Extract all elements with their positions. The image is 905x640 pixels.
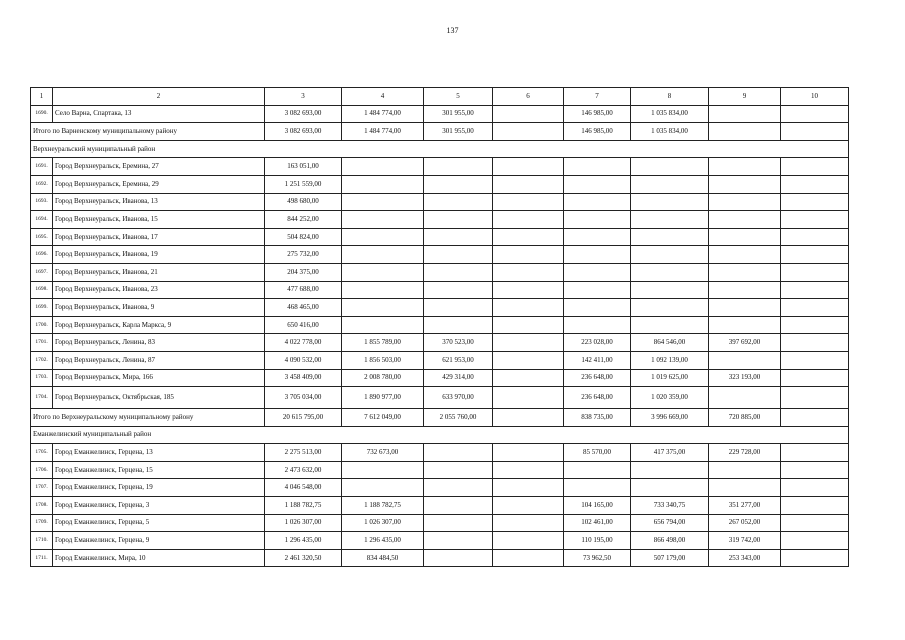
address-cell: Город Верхнеуральск, Октябрьская, 185: [53, 387, 265, 409]
table-row: [31, 461, 849, 479]
row-number: 1704.: [31, 387, 53, 409]
table-row: [31, 175, 849, 193]
value-cell-col-10: [781, 334, 849, 352]
value-cell-col-8: [631, 461, 709, 479]
value-cell-col-10: [781, 444, 849, 462]
value-cell-col-8: 656 794,00: [631, 514, 709, 532]
value-cell-col-9: [709, 316, 781, 334]
row-number: 1705.: [31, 444, 53, 462]
value-cell-col-4: 1 890 977,00: [342, 387, 424, 409]
row-number: 1694.: [31, 211, 53, 229]
value-cell-col-9: 319 742,00: [709, 532, 781, 550]
value-cell-col-9: 267 052,00: [709, 514, 781, 532]
address-cell: Город Верхнеуральск, Еремина, 29: [53, 175, 265, 193]
value-cell-col-8: [631, 211, 709, 229]
value-cell-col-10: [781, 263, 849, 281]
value-cell-col-4: [342, 175, 424, 193]
value-cell-col-10: [781, 369, 849, 387]
table-body: [31, 88, 849, 567]
table-row: [31, 497, 849, 515]
value-cell-col-4: 1 484 774,00: [342, 105, 424, 123]
table-row: [31, 193, 849, 211]
value-cell-col-3: 477 688,00: [265, 281, 342, 299]
value-cell-col-8: 1 092 139,00: [631, 351, 709, 369]
value-cell-col-5: 621 953,00: [424, 351, 493, 369]
value-cell-col-3: 1 296 435,00: [265, 532, 342, 550]
value-cell-col-5: [424, 263, 493, 281]
value-cell-col-4: 1 188 782,75: [342, 497, 424, 515]
value-cell-col-6: [493, 409, 564, 427]
col-header-10: 10: [781, 88, 849, 106]
value-cell-col-3: 498 680,00: [265, 193, 342, 211]
value-cell-col-10: [781, 479, 849, 497]
section-title: Еманжелинский муниципальный район: [31, 426, 849, 444]
value-cell-col-4: 1 296 435,00: [342, 532, 424, 550]
table-row: [31, 263, 849, 281]
value-cell-col-4: [342, 316, 424, 334]
col-header-9: 9: [709, 88, 781, 106]
value-cell-col-10: [781, 514, 849, 532]
col-header-7: 7: [564, 88, 631, 106]
value-cell-col-6: [493, 123, 564, 141]
value-cell-col-8: 417 375,00: [631, 444, 709, 462]
address-cell: Город Верхнеуральск, Иванова, 21: [53, 263, 265, 281]
value-cell-col-6: [493, 444, 564, 462]
value-cell-col-9: [709, 246, 781, 264]
value-cell-col-7: 146 985,00: [564, 105, 631, 123]
value-cell-col-5: [424, 281, 493, 299]
col-header-2: 2: [53, 88, 265, 106]
value-cell-col-7: 838 735,00: [564, 409, 631, 427]
value-cell-col-6: [493, 263, 564, 281]
section-title: Верхнеуральский муниципальный район: [31, 140, 849, 158]
value-cell-col-10: [781, 299, 849, 317]
value-cell-col-9: [709, 461, 781, 479]
total-label: Итого по Варненскому муниципальному району: [31, 123, 265, 141]
value-cell-col-4: 2 008 780,00: [342, 369, 424, 387]
value-cell-col-5: [424, 211, 493, 229]
value-cell-col-10: [781, 246, 849, 264]
value-cell-col-6: [493, 175, 564, 193]
value-cell-col-10: [781, 158, 849, 176]
value-cell-col-8: 1 020 359,00: [631, 387, 709, 409]
table-row: [31, 158, 849, 176]
column-header-row: [31, 88, 849, 106]
value-cell-col-7: [564, 479, 631, 497]
row-number: 1695.: [31, 228, 53, 246]
address-cell: Город Верхнеуральск, Иванова, 9: [53, 299, 265, 317]
address-cell: Город Еманжелинск, Герцена, 13: [53, 444, 265, 462]
value-cell-col-5: 301 955,00: [424, 123, 493, 141]
row-number: 1710.: [31, 532, 53, 550]
value-cell-col-10: [781, 175, 849, 193]
value-cell-col-7: [564, 193, 631, 211]
address-cell: Город Верхнеуральск, Карла Маркса, 9: [53, 316, 265, 334]
page-number: 137: [446, 26, 459, 35]
value-cell-col-10: [781, 123, 849, 141]
row-number: 1698.: [31, 281, 53, 299]
value-cell-col-5: 2 055 760,00: [424, 409, 493, 427]
value-cell-col-6: [493, 105, 564, 123]
col-header-5: 5: [424, 88, 493, 106]
address-cell: Город Верхнеуральск, Иванова, 23: [53, 281, 265, 299]
value-cell-col-7: [564, 175, 631, 193]
value-cell-col-10: [781, 281, 849, 299]
value-cell-col-9: [709, 211, 781, 229]
value-cell-col-7: [564, 211, 631, 229]
value-cell-col-7: 104 165,00: [564, 497, 631, 515]
value-cell-col-10: [781, 211, 849, 229]
value-cell-col-8: 1 035 834,00: [631, 105, 709, 123]
value-cell-col-10: [781, 532, 849, 550]
value-cell-col-5: [424, 549, 493, 567]
value-cell-col-6: [493, 549, 564, 567]
col-header-3: 3: [265, 88, 342, 106]
value-cell-col-4: [342, 281, 424, 299]
value-cell-col-5: [424, 461, 493, 479]
value-cell-col-10: [781, 351, 849, 369]
value-cell-col-3: 275 732,00: [265, 246, 342, 264]
value-cell-col-4: 834 484,50: [342, 549, 424, 567]
value-cell-col-6: [493, 299, 564, 317]
row-number: 1706.: [31, 461, 53, 479]
value-cell-col-4: [342, 246, 424, 264]
value-cell-col-3: 3 705 034,00: [265, 387, 342, 409]
address-cell: Город Еманжелинск, Герцена, 5: [53, 514, 265, 532]
row-number: 1700.: [31, 316, 53, 334]
value-cell-col-8: 733 340,75: [631, 497, 709, 515]
address-cell: Город Верхнеуральск, Ленина, 83: [53, 334, 265, 352]
value-cell-col-9: [709, 387, 781, 409]
table-row: [31, 211, 849, 229]
value-cell-col-7: 73 962,50: [564, 549, 631, 567]
address-cell: Город Верхнеуральск, Иванова, 19: [53, 246, 265, 264]
col-header-8: 8: [631, 88, 709, 106]
value-cell-col-4: [342, 193, 424, 211]
table-row: [31, 444, 849, 462]
value-cell-col-7: [564, 281, 631, 299]
housing-repair-table: [30, 87, 849, 567]
value-cell-col-6: [493, 334, 564, 352]
value-cell-col-8: [631, 193, 709, 211]
row-number: 1697.: [31, 263, 53, 281]
value-cell-col-8: 3 996 669,00: [631, 409, 709, 427]
table-row: [31, 479, 849, 497]
table-row: [31, 334, 849, 352]
value-cell-col-3: 844 252,00: [265, 211, 342, 229]
value-cell-col-9: 229 728,00: [709, 444, 781, 462]
table-row: [31, 532, 849, 550]
value-cell-col-9: [709, 351, 781, 369]
value-cell-col-6: [493, 461, 564, 479]
table-row: [31, 514, 849, 532]
value-cell-col-5: [424, 158, 493, 176]
value-cell-col-3: 504 824,00: [265, 228, 342, 246]
value-cell-col-7: 146 985,00: [564, 123, 631, 141]
value-cell-col-5: [424, 175, 493, 193]
value-cell-col-5: [424, 479, 493, 497]
value-cell-col-4: 732 673,00: [342, 444, 424, 462]
value-cell-col-10: [781, 409, 849, 427]
row-number: 1693.: [31, 193, 53, 211]
value-cell-col-3: 3 082 693,00: [265, 105, 342, 123]
col-header-4: 4: [342, 88, 424, 106]
value-cell-col-6: [493, 193, 564, 211]
value-cell-col-5: [424, 228, 493, 246]
value-cell-col-8: [631, 479, 709, 497]
table-row: [31, 281, 849, 299]
value-cell-col-10: [781, 316, 849, 334]
value-cell-col-6: [493, 532, 564, 550]
value-cell-col-7: [564, 228, 631, 246]
value-cell-col-4: [342, 479, 424, 497]
value-cell-col-7: 102 461,00: [564, 514, 631, 532]
value-cell-col-7: [564, 316, 631, 334]
value-cell-col-3: 2 275 513,00: [265, 444, 342, 462]
value-cell-col-4: [342, 461, 424, 479]
value-cell-col-3: 204 375,00: [265, 263, 342, 281]
table-row: [31, 387, 849, 409]
row-number: 1703.: [31, 369, 53, 387]
value-cell-col-3: 4 046 548,00: [265, 479, 342, 497]
row-number: 1708.: [31, 497, 53, 515]
address-cell: Город Верхнеуральск, Ленина, 87: [53, 351, 265, 369]
value-cell-col-9: 720 885,00: [709, 409, 781, 427]
row-number: 1699.: [31, 299, 53, 317]
value-cell-col-3: 650 416,00: [265, 316, 342, 334]
value-cell-col-4: [342, 158, 424, 176]
value-cell-col-10: [781, 105, 849, 123]
value-cell-col-6: [493, 351, 564, 369]
value-cell-col-9: [709, 105, 781, 123]
value-cell-col-3: 2 473 632,00: [265, 461, 342, 479]
value-cell-col-8: [631, 228, 709, 246]
value-cell-col-5: [424, 532, 493, 550]
value-cell-col-9: [709, 281, 781, 299]
value-cell-col-7: [564, 158, 631, 176]
value-cell-col-8: [631, 281, 709, 299]
section-header-row: [31, 426, 849, 444]
value-cell-col-7: 110 195,00: [564, 532, 631, 550]
value-cell-col-10: [781, 549, 849, 567]
value-cell-col-7: 236 648,00: [564, 369, 631, 387]
value-cell-col-4: 1 856 503,00: [342, 351, 424, 369]
value-cell-col-8: [631, 299, 709, 317]
value-cell-col-5: [424, 246, 493, 264]
value-cell-col-7: 85 570,00: [564, 444, 631, 462]
value-cell-col-9: [709, 299, 781, 317]
value-cell-col-3: 163 051,00: [265, 158, 342, 176]
value-cell-col-9: [709, 158, 781, 176]
value-cell-col-6: [493, 211, 564, 229]
value-cell-col-8: [631, 158, 709, 176]
value-cell-col-6: [493, 514, 564, 532]
row-number: 1696.: [31, 246, 53, 264]
row-number: 1692.: [31, 175, 53, 193]
row-number: 1707.: [31, 479, 53, 497]
value-cell-col-5: 370 523,00: [424, 334, 493, 352]
value-cell-col-10: [781, 228, 849, 246]
value-cell-col-7: 236 648,00: [564, 387, 631, 409]
row-number: 1690.: [31, 105, 53, 123]
value-cell-col-10: [781, 461, 849, 479]
value-cell-col-8: [631, 246, 709, 264]
value-cell-col-6: [493, 281, 564, 299]
value-cell-col-6: [493, 228, 564, 246]
value-cell-col-9: [709, 263, 781, 281]
total-row: [31, 123, 849, 141]
value-cell-col-9: 323 193,00: [709, 369, 781, 387]
value-cell-col-4: 7 612 049,00: [342, 409, 424, 427]
value-cell-col-9: [709, 479, 781, 497]
table-row: [31, 351, 849, 369]
value-cell-col-4: 1 026 307,00: [342, 514, 424, 532]
col-header-1: 1: [31, 88, 53, 106]
value-cell-col-3: 1 251 559,00: [265, 175, 342, 193]
value-cell-col-7: [564, 461, 631, 479]
value-cell-col-8: 1 035 834,00: [631, 123, 709, 141]
value-cell-col-7: [564, 246, 631, 264]
section-header-row: [31, 140, 849, 158]
address-cell: Город Верхнеуральск, Иванова, 15: [53, 211, 265, 229]
address-cell: Город Еманжелинск, Герцена, 9: [53, 532, 265, 550]
address-cell: Город Верхнеуральск, Еремина, 27: [53, 158, 265, 176]
value-cell-col-8: 864 546,00: [631, 334, 709, 352]
value-cell-col-4: 1 855 789,00: [342, 334, 424, 352]
value-cell-col-6: [493, 387, 564, 409]
value-cell-col-7: 223 028,00: [564, 334, 631, 352]
value-cell-col-9: 253 343,00: [709, 549, 781, 567]
value-cell-col-8: 866 498,00: [631, 532, 709, 550]
table-row: [31, 549, 849, 567]
value-cell-col-10: [781, 193, 849, 211]
address-cell: Город Верхнеуральск, Иванова, 17: [53, 228, 265, 246]
value-cell-col-10: [781, 497, 849, 515]
value-cell-col-6: [493, 479, 564, 497]
value-cell-col-9: 397 692,00: [709, 334, 781, 352]
value-cell-col-3: 4 090 532,00: [265, 351, 342, 369]
row-number: 1691.: [31, 158, 53, 176]
col-header-6: 6: [493, 88, 564, 106]
value-cell-col-5: 633 970,00: [424, 387, 493, 409]
value-cell-col-4: [342, 228, 424, 246]
value-cell-col-6: [493, 369, 564, 387]
value-cell-col-6: [493, 158, 564, 176]
table-row: [31, 105, 849, 123]
value-cell-col-3: 2 461 320,50: [265, 549, 342, 567]
value-cell-col-5: 301 955,00: [424, 105, 493, 123]
value-cell-col-6: [493, 497, 564, 515]
value-cell-col-4: 1 484 774,00: [342, 123, 424, 141]
row-number: 1709.: [31, 514, 53, 532]
value-cell-col-3: 468 465,00: [265, 299, 342, 317]
row-number: 1701.: [31, 334, 53, 352]
value-cell-col-8: [631, 316, 709, 334]
address-cell: Село Варна, Спартака, 13: [53, 105, 265, 123]
address-cell: Город Еманжелинск, Мира, 10: [53, 549, 265, 567]
value-cell-col-5: 429 314,00: [424, 369, 493, 387]
table-row: [31, 369, 849, 387]
value-cell-col-4: [342, 211, 424, 229]
value-cell-col-4: [342, 263, 424, 281]
value-cell-col-9: 351 277,00: [709, 497, 781, 515]
row-number: 1702.: [31, 351, 53, 369]
value-cell-col-3: 3 082 693,00: [265, 123, 342, 141]
value-cell-col-3: 3 458 409,00: [265, 369, 342, 387]
value-cell-col-9: [709, 175, 781, 193]
value-cell-col-8: [631, 263, 709, 281]
address-cell: Город Верхнеуральск, Иванова, 13: [53, 193, 265, 211]
table-row: [31, 299, 849, 317]
value-cell-col-5: [424, 299, 493, 317]
value-cell-col-3: 1 026 307,00: [265, 514, 342, 532]
value-cell-col-5: [424, 193, 493, 211]
value-cell-col-4: [342, 299, 424, 317]
address-cell: Город Верхнеуральск, Мира, 166: [53, 369, 265, 387]
value-cell-col-7: [564, 299, 631, 317]
value-cell-col-9: [709, 228, 781, 246]
value-cell-col-5: [424, 497, 493, 515]
address-cell: Город Еманжелинск, Герцена, 19: [53, 479, 265, 497]
value-cell-col-3: 4 022 778,00: [265, 334, 342, 352]
value-cell-col-10: [781, 387, 849, 409]
table-row: [31, 246, 849, 264]
value-cell-col-3: 20 615 795,00: [265, 409, 342, 427]
total-row: [31, 409, 849, 427]
value-cell-col-7: [564, 263, 631, 281]
value-cell-col-3: 1 188 782,75: [265, 497, 342, 515]
value-cell-col-9: [709, 193, 781, 211]
value-cell-col-6: [493, 246, 564, 264]
value-cell-col-6: [493, 316, 564, 334]
value-cell-col-8: 1 019 625,00: [631, 369, 709, 387]
value-cell-col-8: [631, 175, 709, 193]
table-row: [31, 228, 849, 246]
address-cell: Город Еманжелинск, Герцена, 3: [53, 497, 265, 515]
value-cell-col-5: [424, 514, 493, 532]
row-number: 1711.: [31, 549, 53, 567]
value-cell-col-7: 142 411,00: [564, 351, 631, 369]
table-row: [31, 316, 849, 334]
value-cell-col-8: 507 179,00: [631, 549, 709, 567]
total-label: Итого по Верхнеуральскому муниципальному району: [31, 409, 265, 427]
address-cell: Город Еманжелинск, Герцена, 15: [53, 461, 265, 479]
value-cell-col-5: [424, 444, 493, 462]
value-cell-col-9: [709, 123, 781, 141]
value-cell-col-5: [424, 316, 493, 334]
